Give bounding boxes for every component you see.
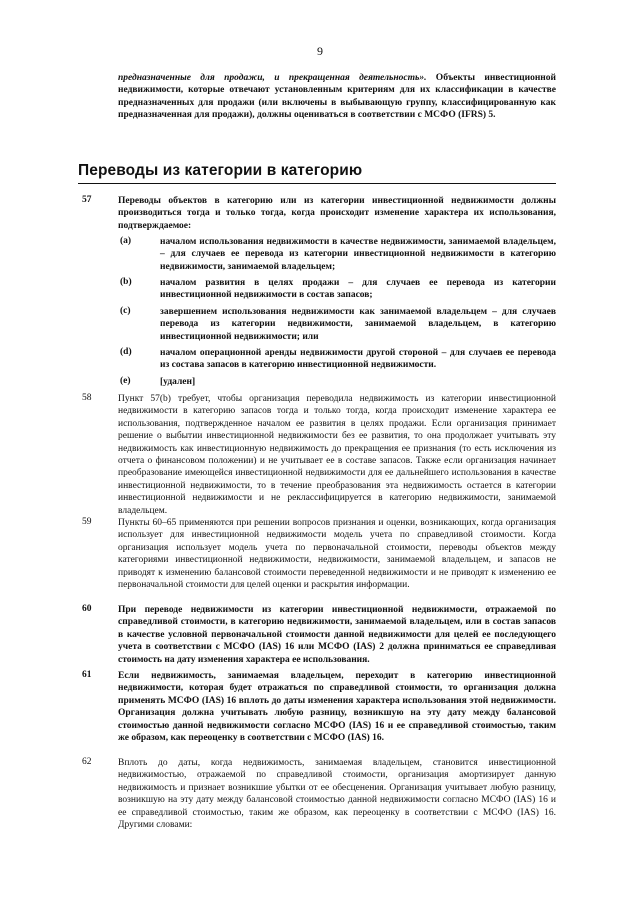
- section-heading: Переводы из категории в категорию: [78, 162, 363, 179]
- paragraph-number-62: 62: [82, 757, 92, 767]
- item-label-c: (c): [120, 306, 131, 316]
- paragraph-57: Переводы объектов в категорию или из категории инвестиционной недвижимости должны производиться тогда и только тогда, когда происходит изменение характера их использования, подтверждаемое:: [118, 196, 556, 231]
- paragraph-number-59: 59: [82, 517, 92, 527]
- item-text-a: началом использования недвижимости в качестве недвижимости, занимаемой владельцем, – для случаев ее перевода из категории инвестиционной недвижимости в категорию недвижимости, занимаемой владельцем;: [160, 237, 556, 272]
- item-label-d: (d): [120, 347, 132, 357]
- item-text-c: завершением использования недвижимости как занимаемой владельцем – для случаев перевода из категории недвижимости, занимаемой владельцем, в категорию инвестиционной недвижимости; или: [160, 307, 556, 342]
- heading-rule: [78, 183, 556, 184]
- paragraph-number-58: 58: [82, 393, 92, 403]
- intro-italic-text: предназначенные для продажи, и прекращенная деятельность».: [118, 73, 427, 83]
- item-label-a: (a): [120, 236, 132, 246]
- item-label-e: (e): [120, 376, 131, 386]
- item-label-b: (b): [120, 277, 132, 287]
- item-text-e: [удален]: [160, 377, 196, 387]
- paragraph-58: Пункт 57(b) требует, чтобы организация переводила недвижимость из категории инвестиционной недвижимости в категорию запасов тогда и только тогда, когда происходит изменение характера ее использования, подтвержденное началом ее развития в целях продажи. Если организация принимает решение о выбытии инвестиционной недвижимости без ее развития, то она продолжает учитывать эту недвижимость как инвестиционную недвижимость до прекращения ее признания (то есть исключения из отчета о финансовом положении) и не учитывает ее в составе запасов. Также если организация начинает преобразование имеющейся инвестиционной недвижимости для ее дальнейшего использования в качестве инвестиционной недвижимости, то в течение преобразования эта недвижимость остается в категории инвестиционной недвижимости и не реклассифицируется в категорию недвижимости, занимаемой владельцем.: [118, 394, 556, 516]
- item-text-b: началом развития в целях продажи – для случаев ее перевода из категории инвестиционной недвижимости в состав запасов;: [160, 278, 556, 301]
- paragraph-59: Пункты 60–65 применяются при решении вопросов признания и оценки, возникающих, когда организация использует для инвестиционной недвижимости модель учета по справедливой стоимости. Когда организация использует модель учета по первоначальной стоимости, переводы объектов между категориями инвестиционной недвижимости, недвижимости, занимаемой владельцем, и запасов не приводят к изменению балансовой стоимости переведенной недвижимости и не приводят к изменению ее первоначальной стоимости для целей оценки и раскрытия информации.: [118, 518, 556, 591]
- intro-paragraph: [118, 72, 556, 122]
- paragraph-number-57: 57: [82, 195, 92, 205]
- paragraph-number-61: 61: [82, 670, 92, 680]
- page-number: 9: [317, 44, 323, 58]
- paragraph-61: Если недвижимость, занимаемая владельцем, переходит в категорию инвестиционной недвижимости, которая будет отражаться по справедливой стоимости, то организация должна применять МСФО (IAS) 16 вплоть до даты изменения характера использования этой недвижимости. Организация должна учитывать любую разницу, возникшую на эту дату между балансовой стоимостью данной недвижимости согласно МСФО (IAS) 16 и ее справедливой стоимостью, таким же образом, как переоценку в соответствии с МСФО (IAS) 16.: [118, 671, 556, 744]
- paragraph-62: Вплоть до даты, когда недвижимость, занимаемая владельцем, становится инвестиционной недвижимостью, отражаемой по справедливой стоимости, организация амортизирует данную недвижимость и признает возникшие убытки от ее обесценения. Организация учитывает любую разницу, возникшую на эту дату между балансовой стоимостью данной недвижимости согласно МСФО (IAS) 16 и ее справедливой стоимостью, таким же образом, как переоценку в соответствии с МСФО (IAS) 16. Другими словами:: [118, 758, 556, 831]
- paragraph-number-60: 60: [82, 604, 92, 614]
- intro-text: Объекты инвестиционной недвижимости, которые отвечают установленным критериям для их классификации в качестве предназначенных для продажи (или включены в выбывающую группу, классифицированную как предназначенная для продажи), должны оцениваться в соответствии с МСФО (IFRS) 5.: [118, 73, 556, 121]
- paragraph-60: При переводе недвижимости из категории инвестиционной недвижимости, отражаемой по справедливой стоимости, в категорию недвижимости, занимаемой владельцем, или в состав запасов в качестве условной первоначальной стоимости данной недвижимости для целей ее последующего учета в соответствии с МСФО (IAS) 16 или МСФО (IAS) 2 должна приниматься ее справедливая стоимость на дату изменения характера ее использования.: [118, 605, 556, 665]
- item-text-d: началом операционной аренды недвижимости другой стороной – для случаев ее перевода из состава запасов в категорию инвестиционной недвижимости.: [160, 348, 556, 371]
